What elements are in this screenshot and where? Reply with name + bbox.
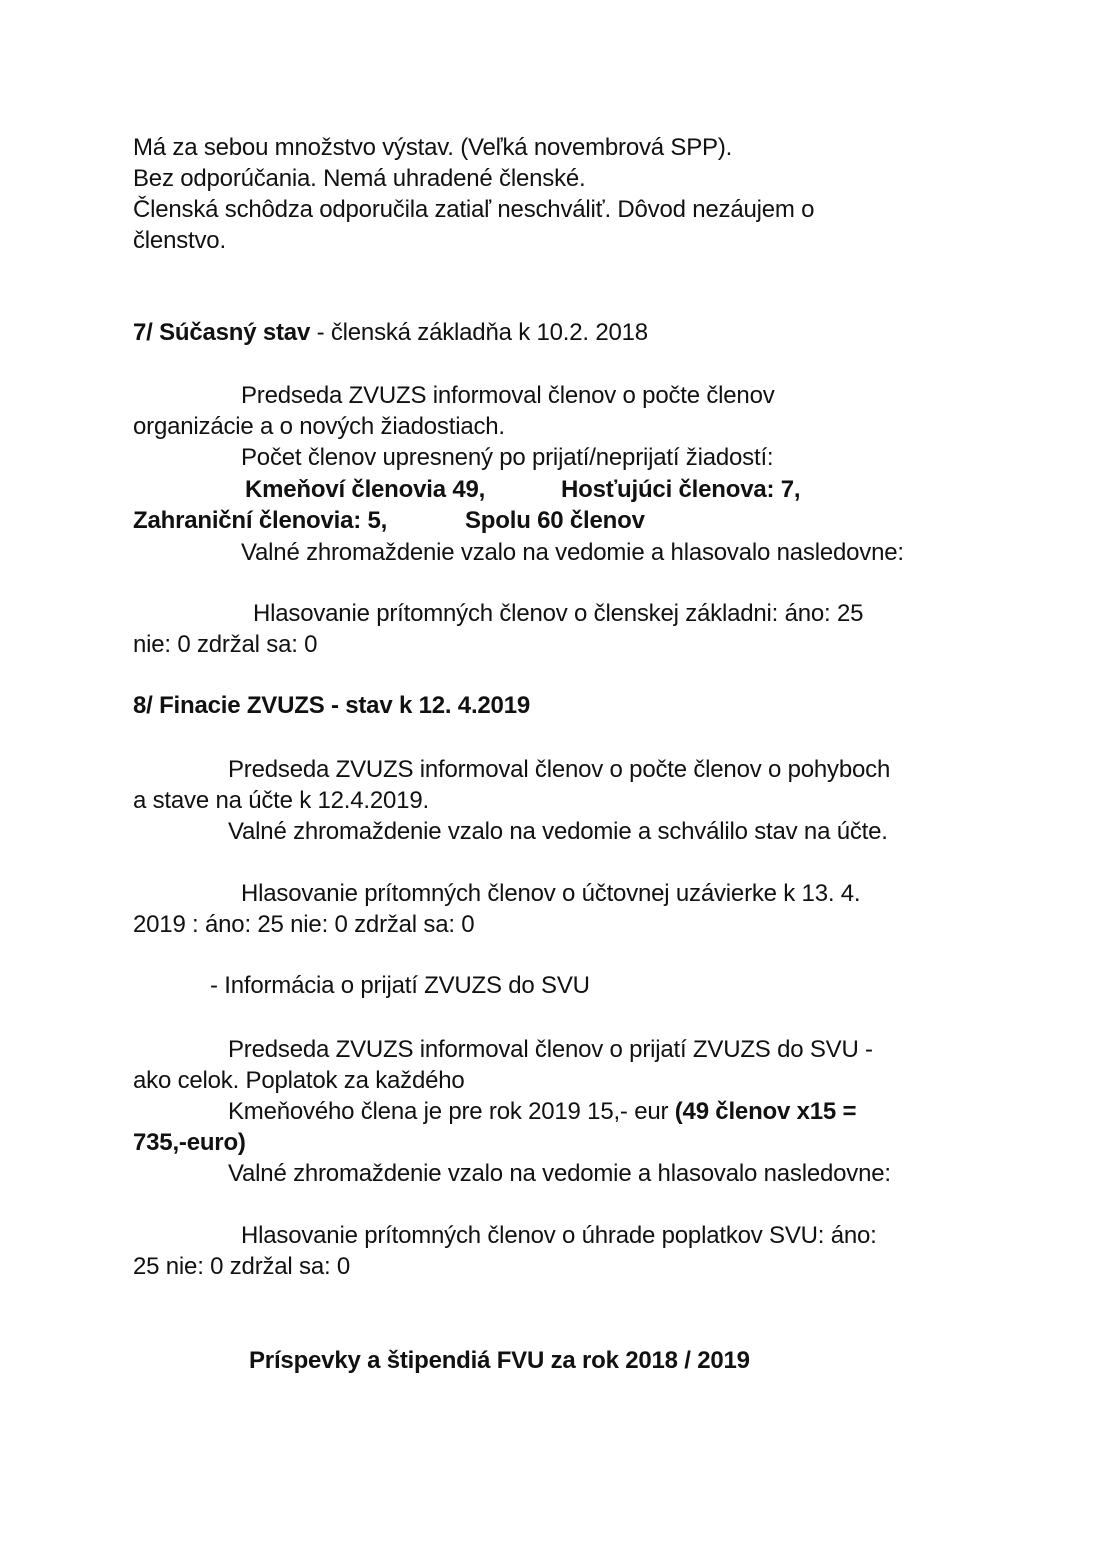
section-8-vote-line-2: 2019 : áno: 25 nie: 0 zdržal sa: 0 — [133, 911, 475, 938]
section-7-para-1-line-2: organizácie a o nových žiadostiach. — [133, 413, 505, 440]
section-7-para-1-line-1: Predseda ZVUZS informoval členov o počte členov — [241, 382, 775, 409]
section-8-heading: 8/ Finacie ZVUZS - stav k 12. 4.2019 — [133, 692, 531, 719]
section-8-para-1-line-1: Predseda ZVUZS informoval členov o počte členov o pohyboch — [228, 756, 891, 783]
section-7-heading-bold: 7/ Súčasný stav — [133, 319, 311, 346]
intro-line-3: Členská schôdza odporučila zatiaľ neschváliť. Dôvod nezáujem o — [133, 196, 815, 223]
member-count-total: Spolu 60 členov — [465, 507, 645, 534]
intro-line-4: členstvo. — [133, 227, 226, 254]
svu-fee-line-1 — [228, 1097, 856, 1127]
section-7-vote-line-2: nie: 0 zdržal sa: 0 — [133, 631, 318, 658]
svu-para-1-line-2: ako celok. Poplatok za každého — [133, 1067, 465, 1094]
member-count-core: Kmeňoví členovia 49, — [245, 476, 486, 503]
member-count-foreign: Zahraniční členovia: 5, — [133, 507, 388, 534]
section-7-heading — [133, 318, 648, 348]
section-7-para-3: Valné zhromaždenie vzalo na vedomie a hlasovalo nasledovne: — [241, 539, 904, 566]
section-7-heading-rest: - členská základňa k 10.2. 2018 — [310, 319, 648, 346]
svu-para-3: Valné zhromaždenie vzalo na vedomie a hlasovalo nasledovne: — [228, 1160, 891, 1187]
svu-para-1-line-1: Predseda ZVUZS informoval členov o prijatí ZVUZS do SVU - — [228, 1036, 873, 1063]
svu-fee-calc: (49 členov x15 = — [674, 1098, 857, 1125]
svu-vote-line-1: Hlasovanie prítomných členov o úhrade poplatkov SVU: áno: — [241, 1222, 877, 1249]
section-8-para-1-line-2: a stave na účte k 12.4.2019. — [133, 787, 429, 814]
svu-fee-line-2: 735,-euro) — [133, 1129, 246, 1156]
section-7-vote-line-1: Hlasovanie prítomných členov o členskej základni: áno: 25 — [253, 600, 864, 627]
section-7-para-2: Počet členov upresnený po prijatí/neprijatí žiadostí: — [241, 444, 774, 471]
svu-vote-line-2: 25 nie: 0 zdržal sa: 0 — [133, 1253, 351, 1280]
svu-fee-text: Kmeňového člena je pre rok 2019 15,- eur — [228, 1098, 675, 1125]
svu-info-item: - Informácia o prijatí ZVUZS do SVU — [210, 972, 590, 999]
section-8-vote-line-1: Hlasovanie prítomných členov o účtovnej uzávierke k 13. 4. — [241, 880, 861, 907]
closing-heading: Príspevky a štipendiá FVU za rok 2018 / 2019 — [249, 1347, 750, 1374]
section-8-para-2: Valné zhromaždenie vzalo na vedomie a schválilo stav na účte. — [228, 818, 888, 845]
member-count-guest: Hosťujúci členova: 7, — [561, 476, 801, 503]
intro-line-1: Má za sebou množstvo výstav. (Veľká novembrová SPP). — [133, 134, 733, 161]
intro-line-2: Bez odporúčania. Nemá uhradené členské. — [133, 165, 586, 192]
